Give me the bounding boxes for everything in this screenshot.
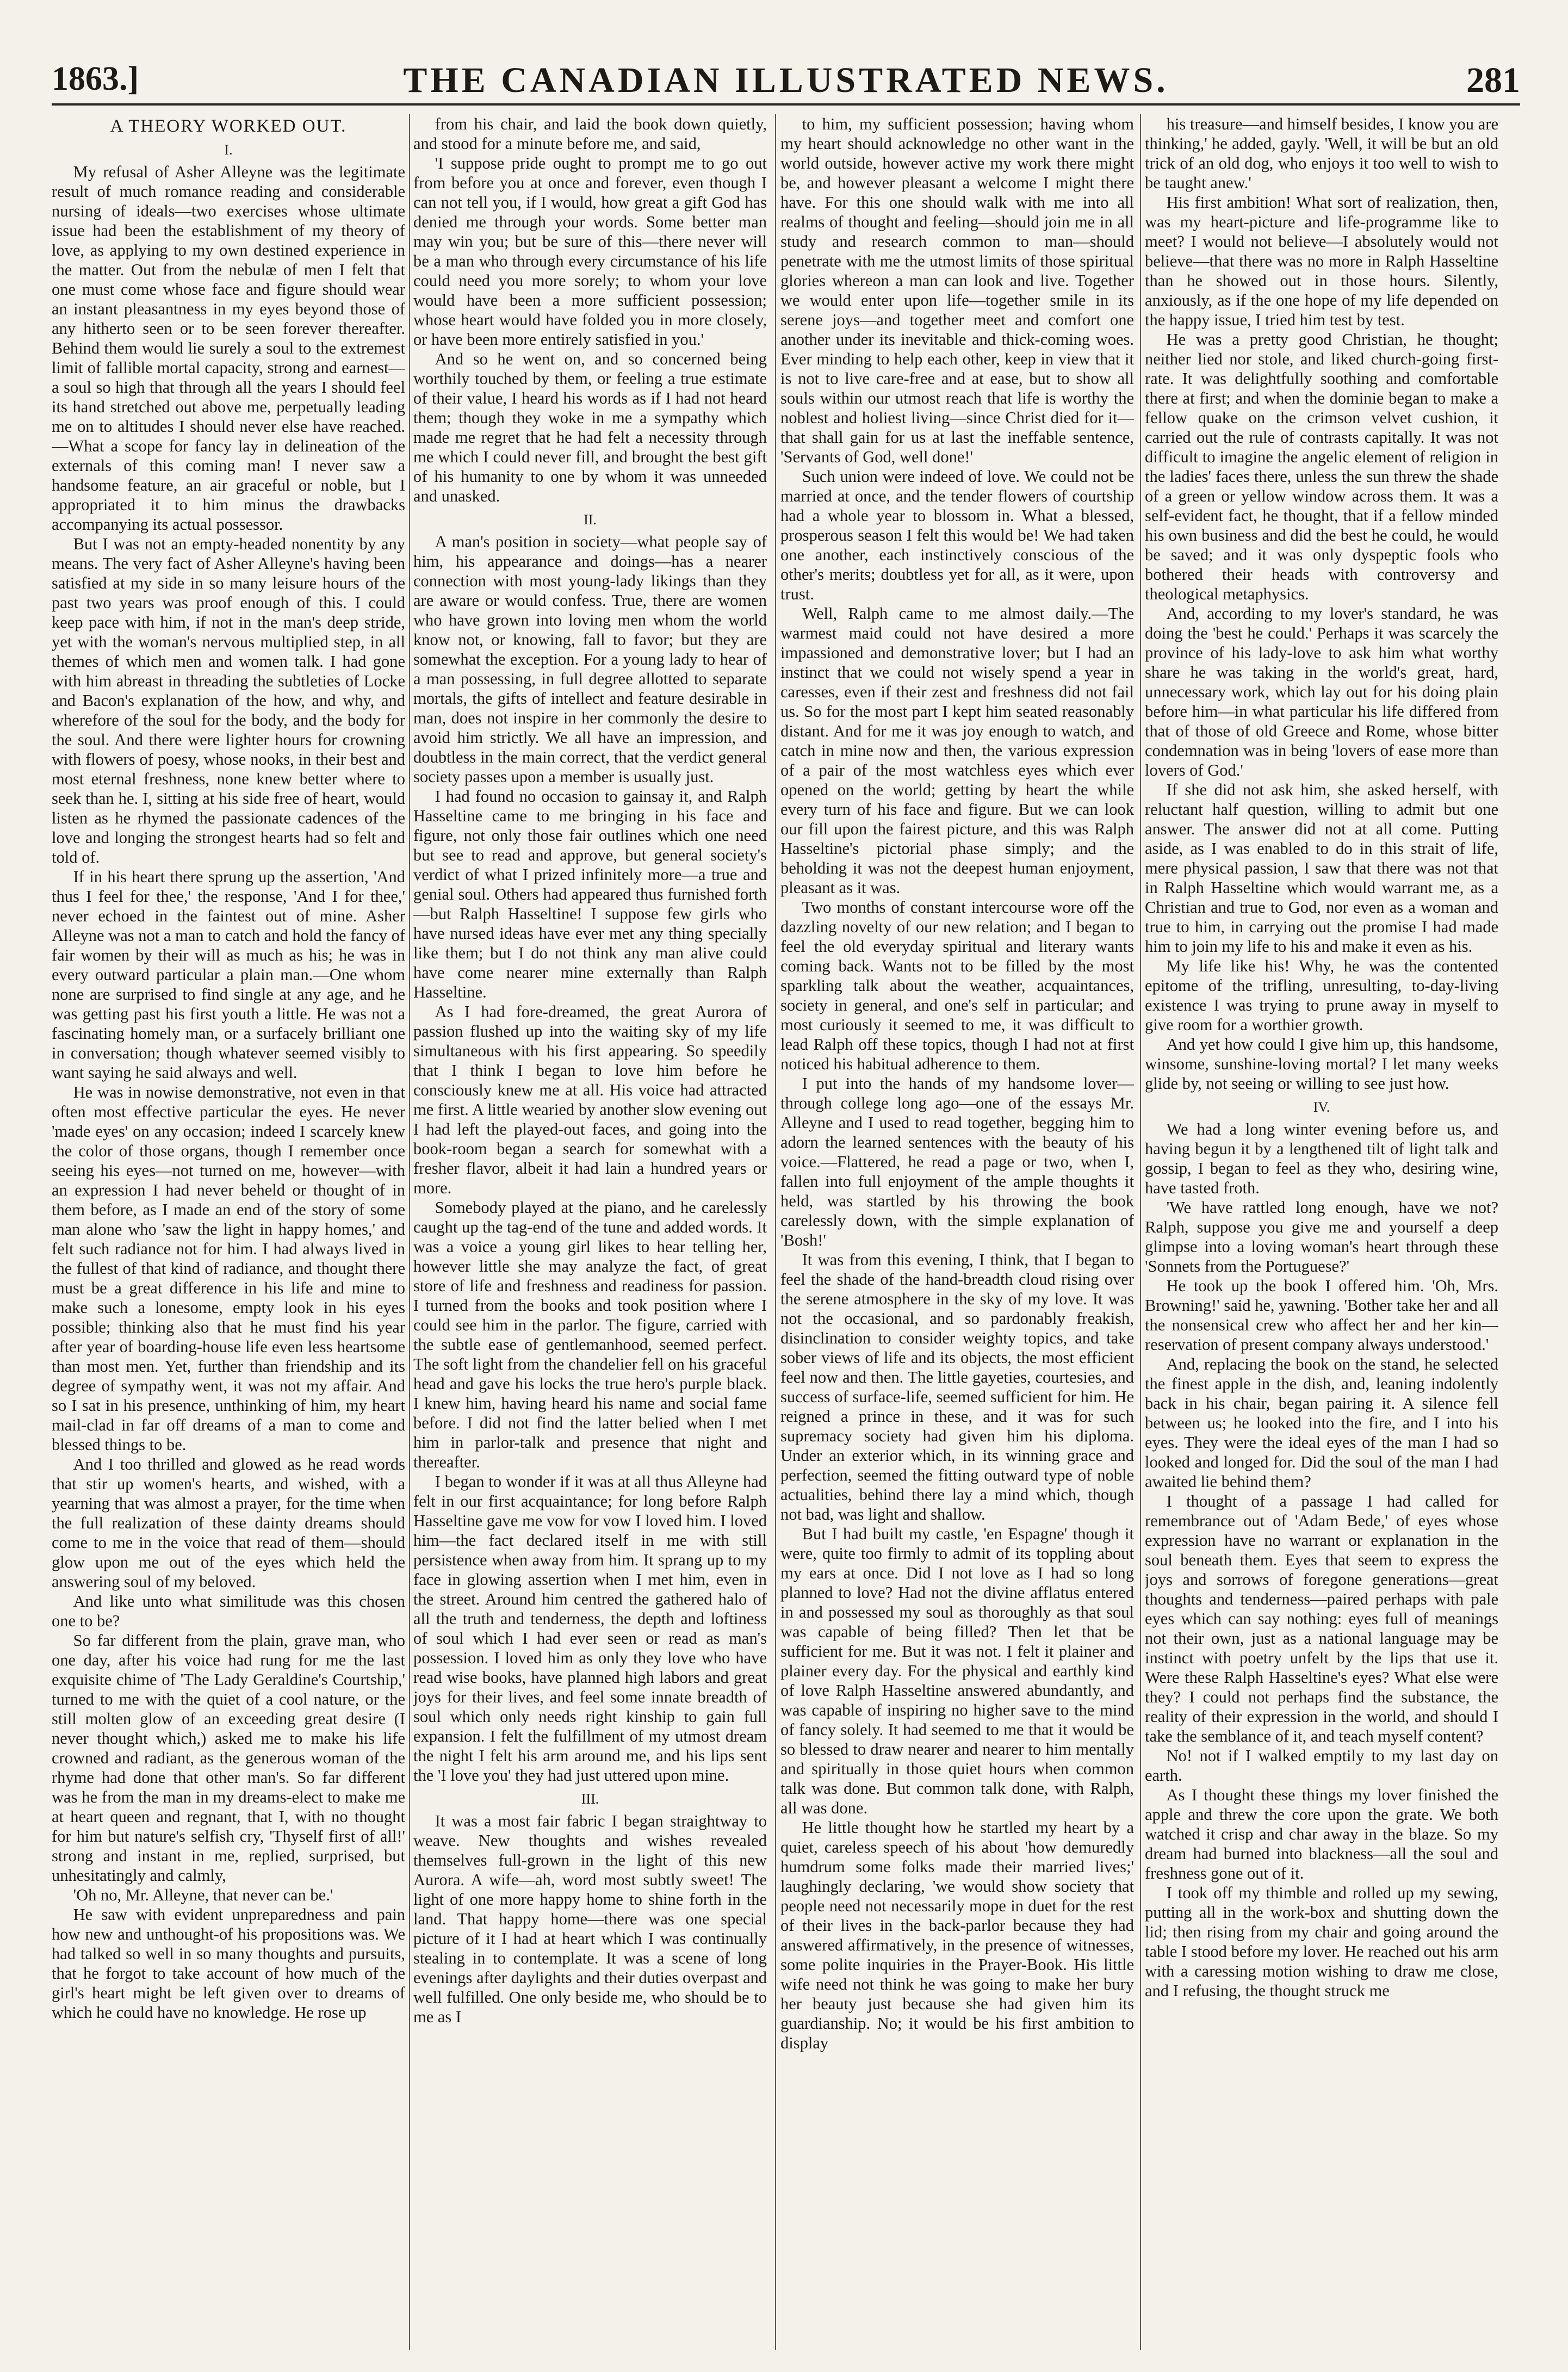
text-column-1 xyxy=(52,114,405,2350)
paragraph: He was a pretty good Christian, he thought; neither lied nor stole, and liked church-going first-rate. It was delightfully soothing and comfortable there at first; and when the dominie began to make a fellow quake on the crimson velvet cushion, it carried out the rule of contrasts capitally. It was not difficult to imagine the angelic element of religion in the ladies' faces there, unless the sun threw the shade of a green or yellow window across them. It was a self-evident fact, he thought, that if a fellow minded his own business and did the best he could, he would be saved; and it was only dyspeptic fools who bothered their heads with controversy and theological metaphysics. xyxy=(1145,330,1498,603)
column-body xyxy=(780,114,1134,2053)
paragraph: He took up the book I offered him. 'Oh, Mrs. Browning!' said he, yawning. 'Bother take her and all the nonsensical crew who affect her and her kin—reservation of present company always understood.' xyxy=(1145,1277,1498,1354)
paragraph: I put into the hands of my handsome lover—through college long ago—one of the essays Mr. Alleyne and I used to read together, begging him to adorn the learned sentences with the beauty of his voice.—Flattered, he read a page or two, when I, fallen into full enjoyment of the ample thoughts it held, was startled by his throwing the book carelessly down, with the simple explanation of 'Bosh!' xyxy=(780,1074,1134,1249)
paragraph: As I had fore-dreamed, the great Aurora of passion flushed up into the waiting sky of my life simultaneous with his first appearing. So speedily that I think I began to love him before he consciously knew me at all. His voice had attracted me first. A little wearied by another slow evening out I had left the played-out faces, and going into the book-room began a search for somewhat with a fresher flavor, albeit it had lain a hundred years or more. xyxy=(413,1002,767,1197)
paragraph: His first ambition! What sort of realization, then, was my heart-picture and life-programme like to meet? I would not believe—I absolutely would not believe—that there was no more in Ralph Hasseltine than he showed out in those hours. Silently, anxiously, as if the one hope of my life depended on the happy issue, I tried him test by test. xyxy=(1145,193,1498,329)
masthead-title: THE CANADIAN ILLUSTRATED NEWS. xyxy=(403,60,1169,100)
page-header xyxy=(52,60,1520,103)
paragraph: He saw with evident unpreparedness and pain how new and unthought-of his propositions was. We had talked so well in so many thoughts and pursuits, that he forgot to take account of how much of the girl's heart might be left given over to dreams of which he could have no knowledge. He rose up xyxy=(52,1905,405,2022)
paragraph: And, replacing the book on the stand, he selected the finest apple in the dish, and, leaning indolently back in his chair, began pairing it. A silence fell between us; he looked into the fire, and I into his eyes. They were the ideal eyes of the man I had so looked and longed for. Did the soul of the man I had awaited lie behind them? xyxy=(1145,1355,1498,1491)
paragraph: A man's position in society—what people say of him, his appearance and doings—has a nearer connection with most young-lady likings than they are aware or would confess. True, there are women who have grown into loving men whom the world know not, or knowing, fall to favor; but they are somewhat the exception. For a young lady to hear of a man possessing, in full degree allotted to separate mortals, the gifts of intellect and feature desirable in man, does not inspire in her commonly the desire to avoid him strictly. We all have an impression, and doubtless in the main correct, that the verdict general society passes upon a member is usually just. xyxy=(413,532,767,786)
page-number: 281 xyxy=(1466,60,1520,100)
paragraph: And I too thrilled and glowed as he read words that stir up women's hearts, and wished, with a yearning that was almost a prayer, for the time when the full realization of these dainty dreams should come to me in the voice that read of them—should glow upon me out of the eyes which held the answering soul of my beloved. xyxy=(52,1455,405,1591)
paragraph: 'We have rattled long enough, have we not? Ralph, suppose you give me and yourself a deep glimpse into a loving woman's heart through these 'Sonnets from the Portuguese?' xyxy=(1145,1198,1498,1275)
paragraph: If she did not ask him, she asked herself, with reluctant half question, willing to admit but one answer. The answer did not at all come. Putting aside, as I was enabled to do in this strait of life, mere physical passion, I saw that there was not that in Ralph Hasseltine which would warrant me, as a Christian and true to God, nor even as a woman and true to him, in carrying out the promise I had made him to join my life to his and make it even as his. xyxy=(1145,781,1498,956)
paragraph: My refusal of Asher Alleyne was the legitimate result of much romance reading and considerable nursing of ideals—two exercises whose ultimate issue had been the establishment of my theory of love, as applying to my own destined experience in the matter. Out from the nebulæ of men I felt that one must come whose face and figure should wear an instant pleasantness in my eyes beyond those of any hitherto seen or to be seen forever thereafter. Behind them would lie surely a soul to the extremest limit of fallible mortal capacity, strong and earnest—a soul so high that through all the years I should feel its hand stretched out above me, perpetually leading me on to altitudes I should never else have reached.—What a scope for fancy lay in delineation of the externals of this coming man! I never saw a handsome feature, an air graceful or noble, but I appropriated it to him minus the drawbacks accompanying its actual possessor. xyxy=(52,163,405,534)
paragraph: from his chair, and laid the book down quietly, and stood for a minute before me, and said, xyxy=(413,115,767,153)
column-body xyxy=(52,162,405,2022)
column-divider xyxy=(775,114,776,2350)
issue-year: 1863.] xyxy=(52,60,139,97)
text-column-4 xyxy=(1145,114,1498,2350)
paragraph: And yet how could I give him up, this handsome, winsome, sunshine-loving mortal? I let many weeks glide by, not seeing or willing to see just how. xyxy=(1145,1035,1498,1093)
paragraph: 'I suppose pride ought to prompt me to go out from before you at once and forever, even though I can not tell you, if I would, how great a gift God has denied me through your words. Some better man may win you; but be sure of this—there never will be a man who through every circumstance of his life could need you more sorely; to whom your love would have been a more sufficient possession; whose heart would have folded you in more closely, or have been more entirely satisfied in you.' xyxy=(413,154,767,349)
paragraph: My life like his! Why, he was the contented epitome of the trifling, unresulting, to-day-living existence I was trying to prune away in myself to give room for a worthier growth. xyxy=(1145,957,1498,1034)
column-body xyxy=(1145,114,1498,2001)
paragraph: It was a most fair fabric I began straightway to weave. New thoughts and wishes revealed themselves full-grown in the light of this new Aurora. A wife—ah, word most subtly sweet! The light of one more happy home to shine forth in the land. That happy home—there was one special picture of it I had at heart which I was continually stealing in to contemplate. It was a scene of long evenings after daylights and their duties overpast and well fulfilled. One only beside me, who should be to me as I xyxy=(413,1812,767,2026)
paragraph: Such union were indeed of love. We could not be married at once, and the tender flowers of courtship had a whole year to blossom in. What a blessed, prosperous season I felt this would be! We had taken one another, each instinctively conscious of the other's merits; doubtless yet for all, as it were, upon trust. xyxy=(780,467,1134,603)
paragraph: I took off my thimble and rolled up my sewing, putting all in the work-box and shutting down the lid; then rising from my chair and going around the table I stood before my lover. He reached out his arm with a caressing motion wishing to draw me close, and I refusing, the thought struck me xyxy=(1145,1884,1498,2000)
section-number: III. xyxy=(581,1791,599,1807)
paragraph: We had a long winter evening before us, and having begun it by a lengthened tilt of light talk and gossip, I began to feel as they who, desiring wine, have tasted froth. xyxy=(1145,1120,1498,1197)
paragraph: But I had built my castle, 'en Espagne' though it were, quite too firmly to admit of its toppling about my ears at once. Did I not love as I had so long planned to love? Had not the divine afflatus entered in and possessed my soul as thoroughly as that soul was capable of being filled? Then let that be sufficient for me. But it was not. I felt it plainer and plainer every day. For the physical and earthly kind of love Ralph Hasseltine answered abundantly, and was capable of inspiring no higher save to the mind of fancy solely. It had seemed to me that it would be so blessed to draw nearer and nearer to him mentally and spiritually in those quiet hours when common talk was done. But common talk done, with Ralph, all was done. xyxy=(780,1525,1134,1817)
article-title: A THEORY WORKED OUT. xyxy=(110,116,347,136)
paragraph: Well, Ralph came to me almost daily.—The warmest maid could not have desired a more impassioned and demonstrative lover; but I had an instinct that we could not wisely spend a year in caresses, even if their zest and freshness did not fail us. So for the most part I kept him seated reasonably distant. And for me it was joy enough to watch, and catch in mine now and then, the various expression of a pair of the most watchless eyes which ever opened on the world; getting by heart the while every turn of his face and figure. But we can look our fill upon the fairest picture, and this was Ralph Hasseltine's pictorial phase simply; and the beholding it was not the deepest human enjoyment, pleasant as it was. xyxy=(780,604,1134,897)
paragraph: Somebody played at the piano, and he carelessly caught up the tag-end of the tune and added words. It was a voice a young girl likes to hear telling her, however little she may analyze the fact, of great store of life and freshness and readiness for passion. I turned from the books and took position where I could see him in the parlor. The figure, carried with the subtle ease of gentlemanhood, seemed perfect. The soft light from the chandelier fell on his graceful head and gave his locks the true hero's purple black. I knew him, having heard his name and social fame before. I did not find the latter belied when I met him in parlor-talk and presence that night and thereafter. xyxy=(413,1198,767,1471)
paragraph: And, according to my lover's standard, he was doing the 'best he could.' Perhaps it was scarcely the province of his lady-love to ask him what worthy share he was taking in the world's great, hard, unnecessary work, which lay out for his doing plain before him—in what particular his life differed from that of those of old Greece and Rome, whose bitter condemnation was in being 'lovers of ease more than lovers of God.' xyxy=(1145,604,1498,779)
column-divider xyxy=(409,114,410,2350)
paragraph: But I was not an empty-headed nonentity by any means. The very fact of Asher Alleyne's having been satisfied at my side in so many leisure hours of the past two years was proof enough of this. I could keep pace with him, if not in the man's deep stride, yet with the woman's nervous multiplied step, in all themes of which men and women talk. I had gone with him abreast in threading the subtleties of Locke and Bacon's explanation of the how, and why, and wherefore of the soul for the body, and the body for the soul. And there were lighter hours for crowning with flowers of poesy, whose nooks, in their best and most eternal freshness, none knew better where to seek than he. I, sitting at his side free of heart, would listen as he rhymed the passionate cadences of the love and longing the strongest hearts had so felt and told of. xyxy=(52,535,405,866)
paragraph: to him, my sufficient possession; having whom my heart should acknowledge no other want in the world outside, however active my work there might be, and however pleasant a welcome I might there have. For this one should walk with me into all realms of thought and feeling—should join me in all study and research common to man—should penetrate with me the utmost limits of those spiritual glories whereon a man can look and live. Together we would enter upon life—together smile in its serene joys—and together meet and comfort one another under its inevitable and thick-coming woes. Ever minding to help each other, keep in view that it is not to live care-free and at ease, but to show all souls within our utmost reach that life is worthy the noblest and holiest living—since Christ died for it—that shall gain for us at last the ineffable sentence, 'Servants of God, well done!' xyxy=(780,115,1134,466)
paragraph: And like unto what similitude was this chosen one to be? xyxy=(52,1592,405,1630)
text-column-2 xyxy=(413,114,767,2350)
paragraph: So far different from the plain, grave man, who one day, after his voice had rung for me the last exquisite chime of 'The Lady Geraldine's Courtship,' turned to me with the quiet of a cool nature, or the still molten glow of an exceeding great desire (I never thought which,) asked me to make his life crowned and radiant, as the generous woman of the rhyme had done that other man's. So far different was he from the man in my dreams-elect to make me at heart queen and regnant, that I, with no thought for him but nature's selfish cry, 'Thyself first of all!' strong and instant in me, replied, surprised, but unhesitatingly and calmly, xyxy=(52,1631,405,1885)
paragraph: He little thought how he startled my heart by a quiet, careless speech of his about 'how demuredly humdrum some folks made their married lives;' laughingly declaring, 'we would show society that people need not necessarily mope in duet for the rest of their lives in the back-parlor because they had answered affirmatively, in the presence of witnesses, some polite inquiries in the Prayer-Book. His little wife need not think he was going to make her bury her beauty just because she had given him its guardianship. No; it would be his first ambition to display xyxy=(780,1818,1134,2052)
section-number: II. xyxy=(584,512,597,528)
text-column-3 xyxy=(780,114,1134,2350)
paragraph: It was from this evening, I think, that I began to feel the shade of the hand-breadth cloud rising over the serene atmosphere in the sky of my love. It was not the occasional, and so pardonably freakish, disinclination to consider weighty topics, and take sober views of life and its objects, the most efficient feel now and then. The little gayeties, courtesies, and success of surface-life, seemed sufficient for him. He reigned a prince in these, and it was for such supremacy society had given him his diploma. Under an exterior which, in its winning grace and perfection, seemed the fitting outward type of noble actualities, behind there lay a mind which, though not bad, was light and shallow. xyxy=(780,1250,1134,1523)
paragraph: He was in nowise demonstrative, not even in that often most effective particular the eyes. He never 'made eyes' on any occasion; indeed I scarcely knew the color of those organs, though I remember once seeing his eyes—not turned on me, however—with an expression I had never beheld or thought of in them before, as I made an end of the story of some man alone who 'saw the light in happy homes,' and felt such radiance not for him. I had always lived in the fullest of that kind of radiance, and thought there must be a great difference in his life and mine to make such a lonesome, empty look in his eyes possible; thinking also that he must find his year after year of boarding-house life even less heartsome than most men. Yet, further than friendship and its degree of sympathy went, it was not my affair. And so I sat in his presence, unthinking of him, my heart mail-clad in far off dreams of a man to come and blessed things to be. xyxy=(52,1083,405,1454)
section-number: I. xyxy=(224,142,233,158)
header-rule xyxy=(52,103,1520,106)
paragraph: I thought of a passage I had called for remembrance out of 'Adam Bede,' of eyes whose expression have no warrant or explanation in the soul beneath them. Eyes that seem to express the joys and sorrows of foregone generations—great thoughts and tenderness—paired perhaps with pale eyes which can say nothing: eyes full of meanings not their own, just as a national language may be instinct with poetry unfelt by the lips that use it. Were these Ralph Hasseltine's eyes? What else were they? I could not perhaps find the substance, the reality of their expression in the world, and should I take the semblance of it, and teach myself content? xyxy=(1145,1492,1498,1745)
paragraph: his treasure—and himself besides, I know you are thinking,' he added, gayly. 'Well, it will be but an old trick of an old dog, who enjoys it too well to wish to be taught anew.' xyxy=(1145,115,1498,192)
paragraph: No! not if I walked emptily to my last day on earth. xyxy=(1145,1747,1498,1785)
column-body xyxy=(413,114,767,2027)
paragraph: Two months of constant intercourse wore off the dazzling novelty of our new relation; and I began to feel the old everyday spiritual and literary wants coming back. Wants not to be filled by the most sparkling talk about the weather, acquaintances, society in general, and one's self in particular; and most curiously it seemed to me, it was difficult to lead Ralph off these topics, though I had not at first noticed his habitual adherence to them. xyxy=(780,898,1134,1073)
column-divider xyxy=(1140,114,1141,2350)
paragraph: If in his heart there sprung up the assertion, 'And thus I feel for thee,' the response, 'And I for thee,' never echoed in the faintest out of mine. Asher Alleyne was not a man to catch and hold the fancy of fair women by their will as much as his; he was in every outward particular a plain man.—One whom none are surprised to find single at any age, and he was getting past his first youth a little. He was not a fascinating homely man, or a surfacely brilliant one in conversation; though whatever seemed visibly to want saying he said always and well. xyxy=(52,868,405,1082)
paragraph: And so he went on, and so concerned being worthily touched by them, or feeling a true estimate of their value, I heard his words as if I had not heard them; though they woke in me a sympathy which made me regret that he had felt a necessity through me which I could never fill, and brought the best gift of his humanity to one by whom it was unneeded and unasked. xyxy=(413,350,767,505)
paragraph: 'Oh no, Mr. Alleyne, that never can be.' xyxy=(73,1886,333,1904)
paragraph: As I thought these things my lover finished the apple and threw the core upon the grate. We both watched it crisp and char away in the blaze. So my dream had burned into blackness—all the soul and freshness gone out of it. xyxy=(1145,1786,1498,1882)
section-number: IV. xyxy=(1313,1099,1330,1115)
paragraph: I began to wonder if it was at all thus Alleyne had felt in our first acquaintance; for long before Ralph Hasseltine gave me vow for vow I loved him. I loved him—the fact declared itself in me with still persistence when away from him. It sprang up to my face in glowing assertion when I met him, even in the street. Around him centred the gathered halo of all the truth and tenderness, the depth and loftiness of soul which I had ever seen or read as man's possession. I loved him as only they love who have read wise books, have planned high labors and great joys for their lives, and feel some innate breadth of soul which only needs right kinship to gain full expansion. I felt the fulfillment of my utmost dream the night I felt his arm around me, and his lips sent the 'I love you' they had just uttered upon mine. xyxy=(413,1472,767,1785)
paragraph: I had found no occasion to gainsay it, and Ralph Hasseltine came to me bringing in his face and figure, not only those fair outlines which one need but see to read and approve, but general society's verdict of what I prized infinitely more—a true and genial soul. Others had appeared thus furnished forth—but Ralph Hasseltine! I suppose few girls who have nursed ideas have ever met any thing specially like them; but I do not think any man alive could have come nearer mine externally than Ralph Hasseltine. xyxy=(413,787,767,1001)
